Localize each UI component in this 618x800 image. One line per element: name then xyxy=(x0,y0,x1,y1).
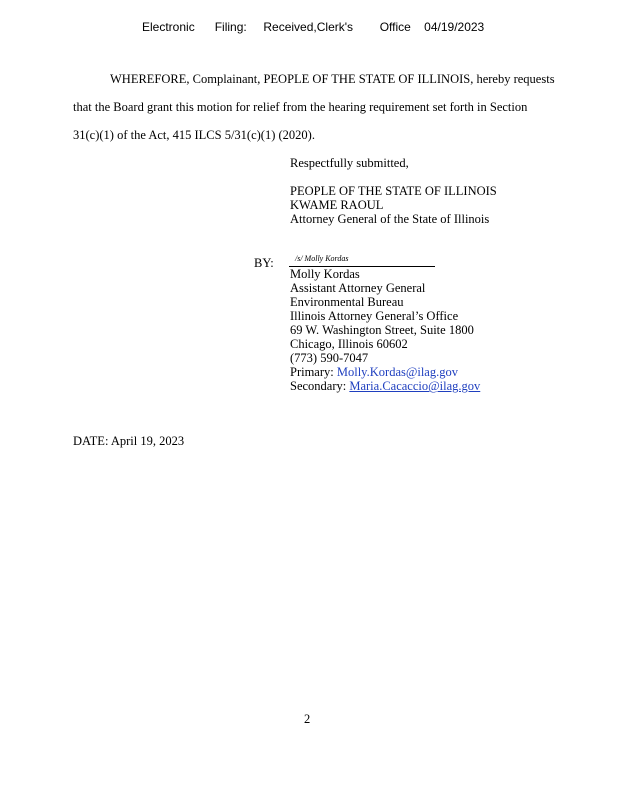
address-line-1: 69 W. Washington Street, Suite 1800 xyxy=(290,323,474,337)
phone-number: (773) 590-7047 xyxy=(290,351,369,365)
electronic-signature: /s/ Molly Kordas xyxy=(289,254,435,267)
secondary-email-label: Secondary: xyxy=(290,379,347,393)
party-name: PEOPLE OF THE STATE OF ILLINOIS xyxy=(290,184,497,198)
attorney-name: Molly Kordas xyxy=(290,267,360,281)
filing-stamp: Electronic Filing: Received,Clerk's Office 04/19/2023 xyxy=(142,20,485,34)
closing-text: Respectfully submitted, xyxy=(290,156,409,170)
bureau-name: Environmental Bureau xyxy=(290,295,404,309)
party-block xyxy=(290,184,497,226)
office-name: Illinois Attorney General’s Office xyxy=(290,309,459,323)
secondary-email-link[interactable]: Maria.Cacaccio@ilag.gov xyxy=(349,379,481,393)
address-line-2: Chicago, Illinois 60602 xyxy=(290,337,408,351)
primary-email-link[interactable]: Molly.Kordas@ilag.gov xyxy=(336,365,458,379)
primary-email-label: Primary: xyxy=(290,365,334,379)
signature-block xyxy=(290,156,409,170)
primary-email-row xyxy=(290,365,480,379)
paragraph-line-3: 31(c)(1) of the Act, 415 ILCS 5/31(c)(1) (2020). xyxy=(73,128,315,142)
attorney-title: Assistant Attorney General xyxy=(290,281,426,295)
date-line: DATE: April 19, 2023 xyxy=(73,434,185,448)
attorney-general-name: KWAME RAOUL xyxy=(290,198,384,212)
paragraph-line-1: WHEREFORE, Complainant, PEOPLE OF THE STATE OF ILLINOIS, hereby requests xyxy=(110,72,555,86)
attorney-general-title: Attorney General of the State of Illinois xyxy=(290,212,490,226)
by-label: BY: xyxy=(254,256,274,270)
page-number: 2 xyxy=(304,712,311,726)
secondary-email-row xyxy=(290,379,480,393)
paragraph-line-2: that the Board grant this motion for relief from the hearing requirement set forth in Section xyxy=(73,100,528,114)
attorney-block xyxy=(290,267,480,393)
